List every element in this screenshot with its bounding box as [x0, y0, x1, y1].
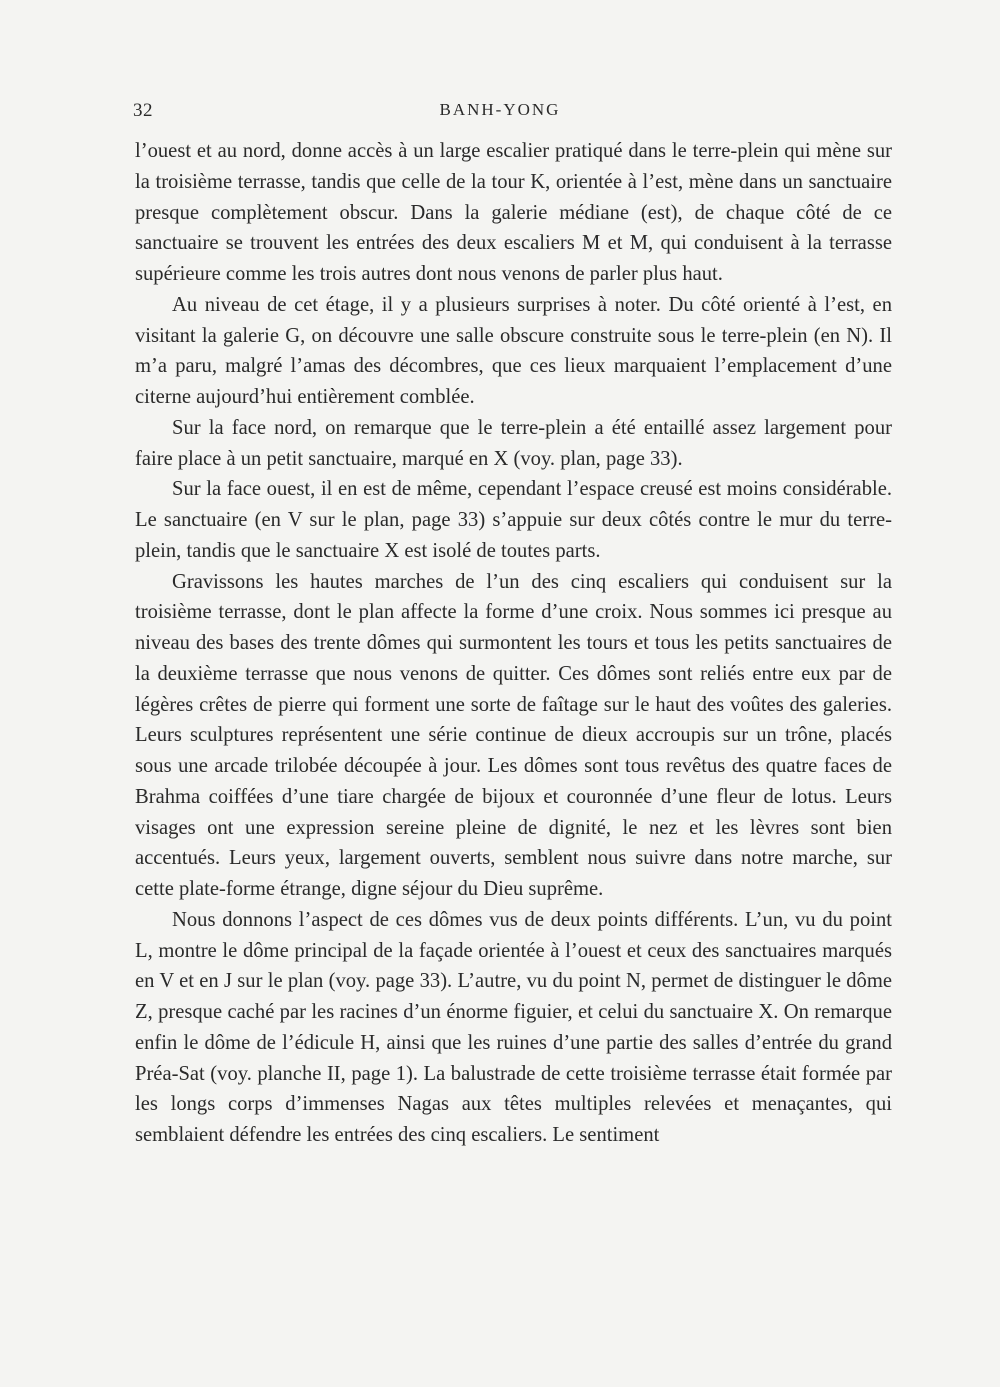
paragraph: Sur la face ouest, il en est de même, cependant l’espace creusé est moins considérable. Le sanctuaire (en V sur le plan, page 33) s’appuie sur deux côtés contre le mur du terre-plein, tandis que le sanctuaire X est isolé de toutes parts. [135, 478, 892, 562]
paragraph-continued: l’ouest et au nord, donne accès à un large escalier pratiqué dans le terre-plein qui mène sur la troisième terrasse, tandis que celle de la tour K, orientée à l’est, mène dans un sanctuaire presque complètement obscur. Dans la galerie médiane (est), de chaque côté de ce sanctuaire se trouvent les entrées des deux escaliers M et M, qui conduisent à la terrasse supérieure comme les trois autres dont nous venons de parler plus haut. [135, 140, 892, 285]
paragraph: Au niveau de cet étage, il y a plusieurs surprises à noter. Du côté orienté à l’est, en visitant la galerie G, on découvre une salle obscure construite sous le terre-plein (en N). Il m’a paru, malgré l’amas des décombres, que ces lieux marquaient l’emplacement d’une citerne aujourd’hui entièrement comblée. [135, 293, 892, 408]
running-head: BANH-YONG [439, 100, 561, 119]
paragraph: Gravissons les hautes marches de l’un des cinq escaliers qui conduisent sur la troisième terrasse, dont le plan affecte la forme d’une croix. Nous sommes ici presque au niveau des bases des trente dômes qui surmontent les tours et tous les petits sanctuaires de la deuxième terrasse que nous venons de quitter. Ces dômes sont reliés entre eux par de légères crêtes de pierre qui forment une sorte de faîtage sur le haut des voûtes des galeries. Leurs sculptures représentent une série continue de dieux accroupis sur un trône, placés sous une arcade trilobée découpée à jour. Les dômes sont tous revêtus des quatre faces de Brahma coiffées d’une tiare chargée de bijoux et couronnée d’une fleur de lotus. Leurs visages ont une expression sereine pleine de dignité, le nez et les lèvres sont bien accentués. Leurs yeux, largement ouverts, semblent nous suivre dans notre marche, sur cette plate-forme étrange, digne séjour du Dieu suprême. [135, 570, 892, 900]
paragraph: Nous donnons l’aspect de ces dômes vus de deux points différents. L’un, vu du point L, montre le dôme principal de la façade orientée à l’ouest et ceux des sanctuaires marqués en V et en J sur le plan (voy. page 33). L’autre, vu du point N, permet de distinguer le dôme Z, presque caché par les racines d’un énorme figuier, et celui du sanctuaire X. On remarque enfin le dôme de l’édicule H, ainsi que les ruines d’une partie des salles d’entrée du grand Préa-Sat (voy. planche II, page 1). La balustrade de cette troisième terrasse était formée par les longs corps d’immenses Nagas aux têtes multiples relevées et menaçantes, qui semblaient défendre les entrées des cinq escaliers. Le sentiment [135, 908, 892, 1146]
body-text [135, 136, 892, 1151]
page-number: 32 [133, 100, 153, 121]
paragraph: Sur la face nord, on remarque que le terre-plein a été entaillé assez largement pour faire place à un petit sanctuaire, marqué en X (voy. plan, page 33). [135, 416, 892, 470]
